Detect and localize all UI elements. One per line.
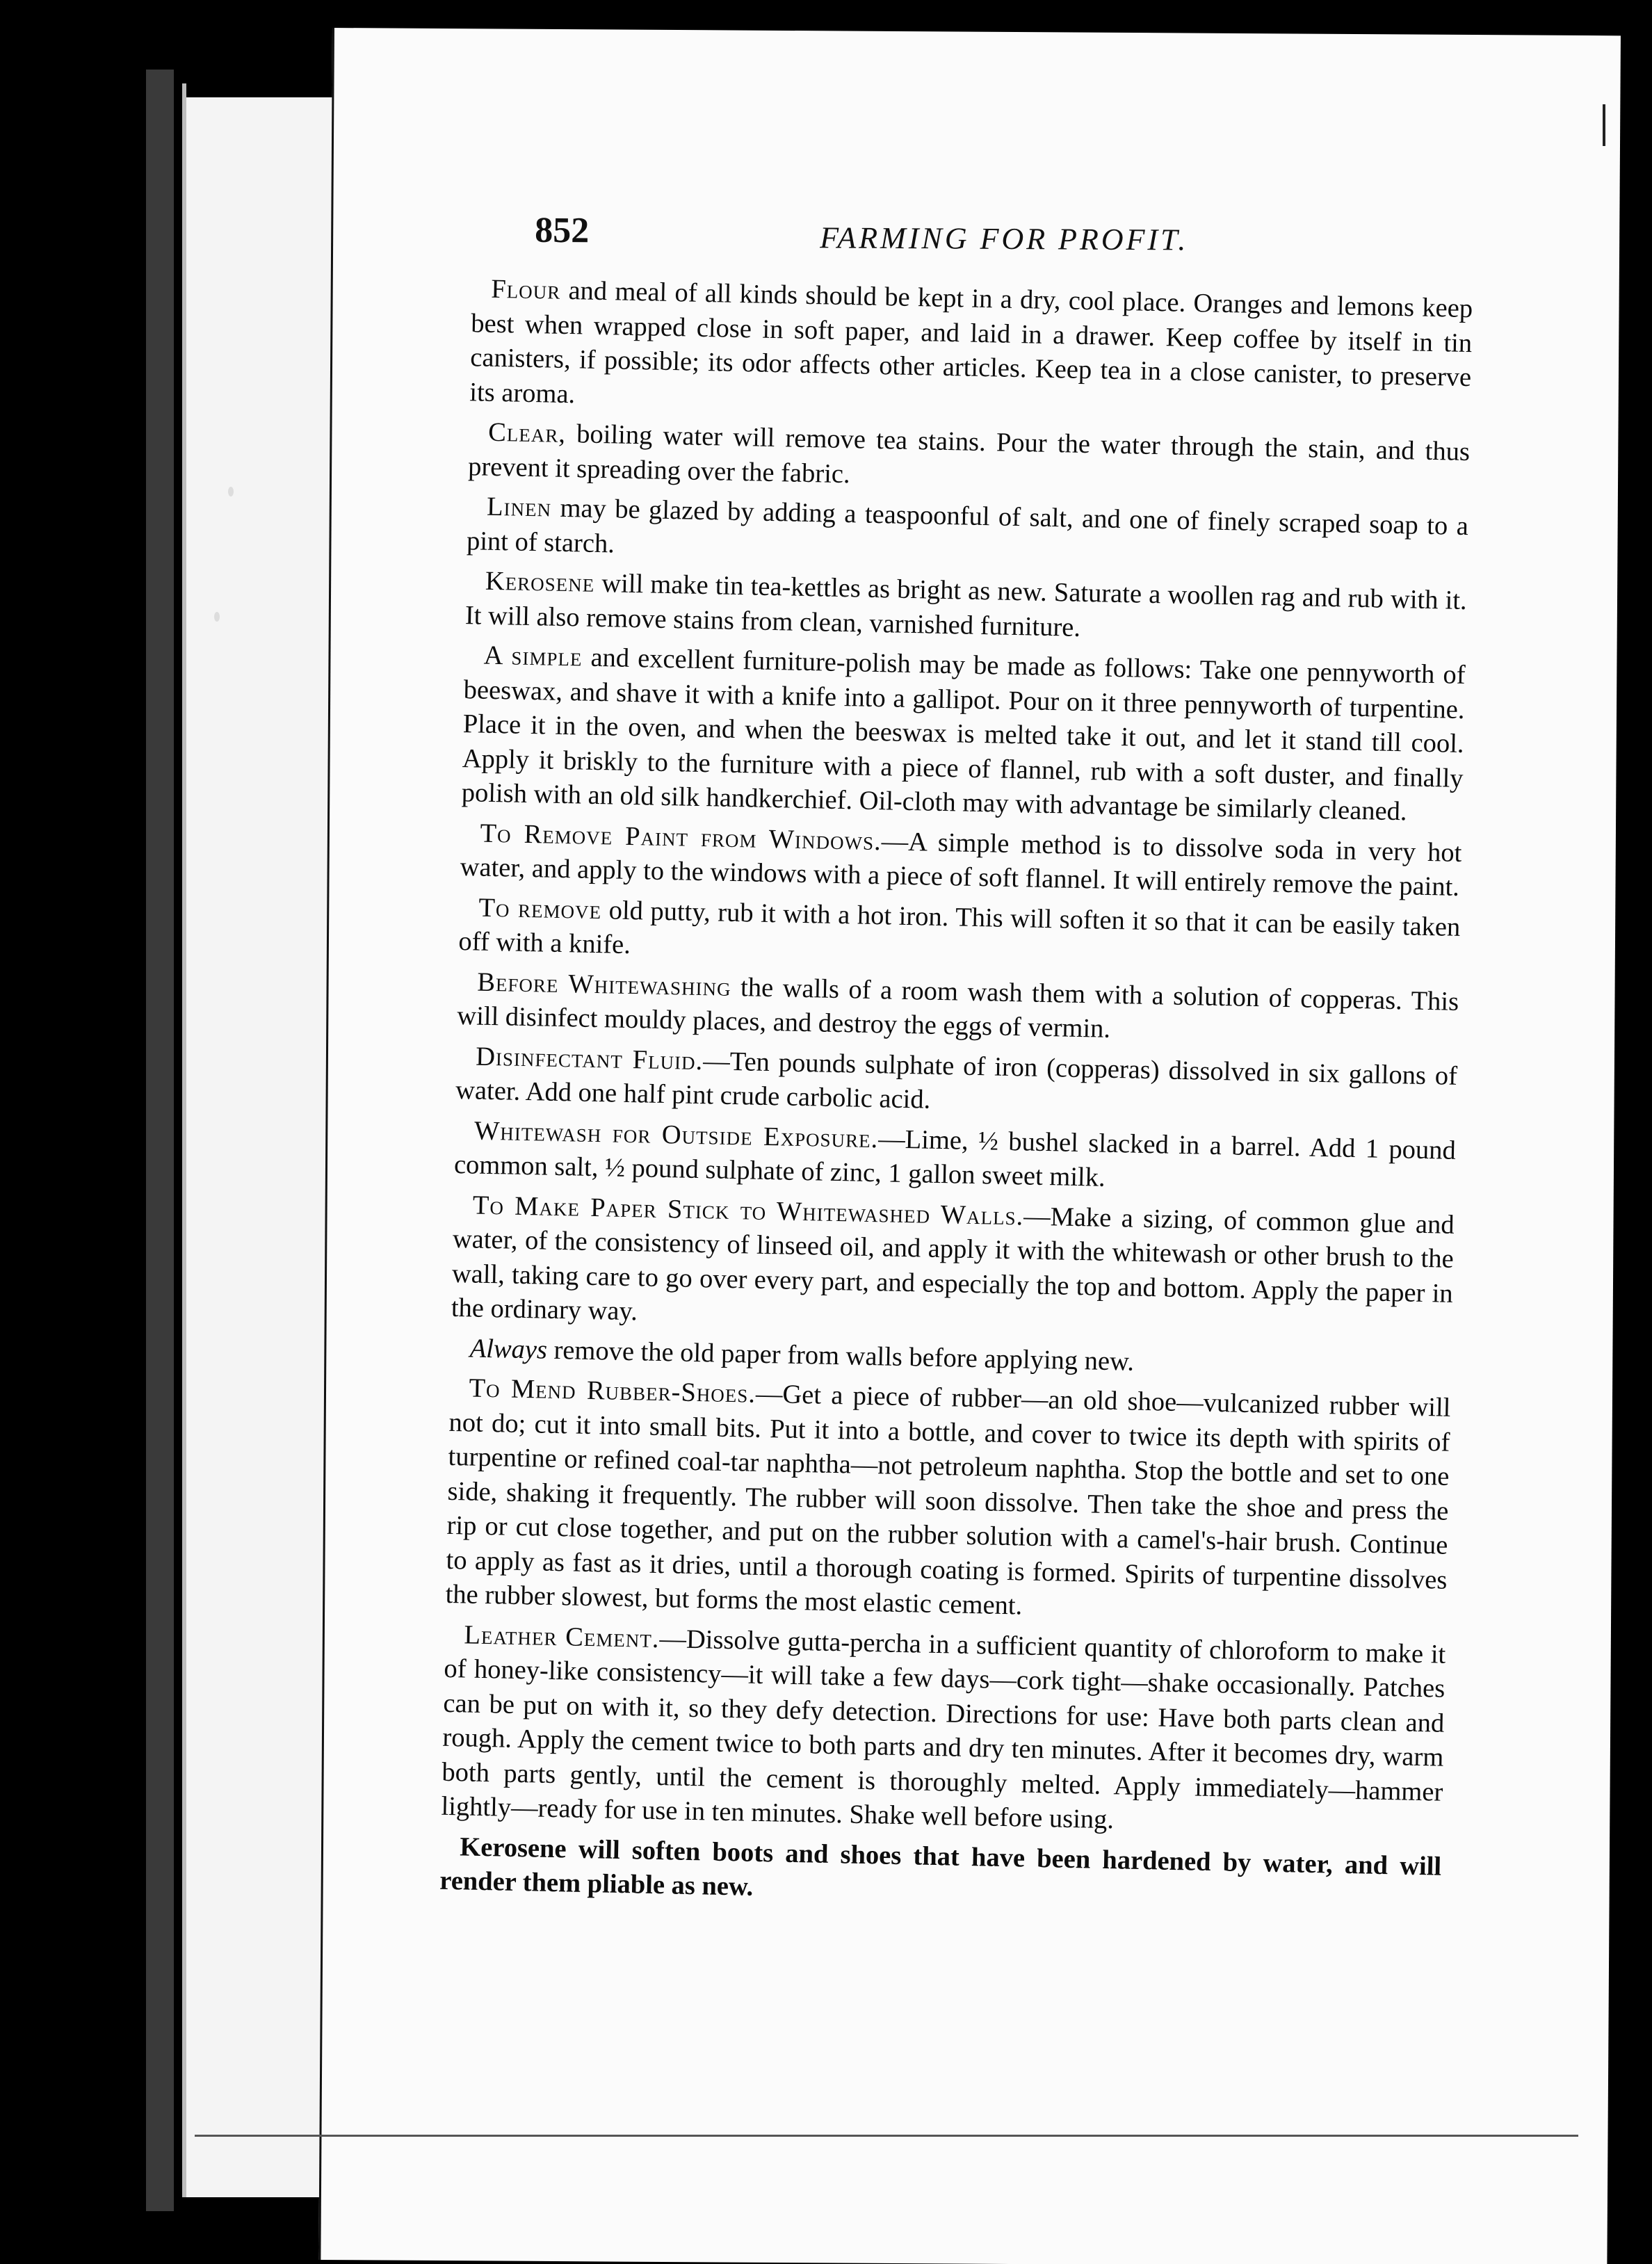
paragraph bbox=[461, 638, 1466, 830]
paragraph-text: —Ten pounds sulphate of iron (copperas) dissolved in six gallons of water. Add one half pint crude carbolic acid. bbox=[455, 1046, 1458, 1115]
paragraph-text: and meal of all kinds should be kept in a dry, cool place. Oranges and lemons keep best when wrapped close in soft paper, and laid in a drawer. Keep coffee by itself in tin canisters, if possible; its odor affects other articles. Keep tea in a close canister, to preserve its aroma. bbox=[469, 275, 1473, 409]
book-spine-edge bbox=[146, 70, 174, 2211]
page-body bbox=[439, 272, 1473, 1924]
paper-speck bbox=[228, 487, 234, 496]
paragraph-text: remove the old paper from walls before applying new. bbox=[546, 1335, 1135, 1377]
paragraph-text: boiling water will remove tea stains. Pour the water through the stain, and thus prevent it spreading over the fabric. bbox=[467, 419, 1471, 489]
book-page bbox=[318, 28, 1621, 2264]
paragraph-final bbox=[439, 1829, 1442, 1918]
paragraph-lead: Kerosene bbox=[485, 566, 595, 598]
paragraph-lead: Before Whitewashing bbox=[476, 967, 732, 1002]
paragraph-lead: Disinfectant Fluid. bbox=[475, 1042, 704, 1076]
paragraph-text: —Make a sizing, of common glue and water, of the consistency of linseed oil, and apply it with the whitewash or other brush to the wall, taking care to go over every part, and especially the top and bottom. Apply the paper in the ordinary way. bbox=[451, 1201, 1455, 1327]
paragraph-lead: To Remove Paint from Windows. bbox=[480, 818, 882, 856]
paragraph bbox=[467, 490, 1469, 579]
paragraph bbox=[454, 1113, 1457, 1202]
paragraph bbox=[445, 1371, 1451, 1632]
paragraph bbox=[468, 415, 1471, 504]
paragraph bbox=[451, 1188, 1455, 1345]
paragraph bbox=[458, 891, 1461, 980]
paragraph-text: —Lime, ½ bushel slacked in a barrel. Add 1 pound common salt, ½ pound sulphate of zinc, 1 gallon sweet milk. bbox=[453, 1124, 1457, 1192]
paragraph-lead: Leather Cement. bbox=[464, 1619, 660, 1653]
paragraph-lead: To Make Paper Stick to Whitewashed Walls. bbox=[472, 1190, 1024, 1231]
paper-speck bbox=[214, 612, 220, 622]
paragraph-lead: Clear, bbox=[487, 417, 567, 448]
paragraph-text: the walls of a room wash them with a solution of copperas. This will disinfect mouldy places, and destroy the eggs of vermin. bbox=[456, 972, 1459, 1044]
paragraph-lead: Linen bbox=[486, 492, 552, 523]
page-bottom-edge bbox=[195, 2135, 1578, 2137]
paragraph-lead: Flour bbox=[490, 274, 561, 305]
margin-mark bbox=[1603, 104, 1605, 146]
paragraph-text: and excellent furniture-polish may be made as follows: Take one pennyworth of beeswax, and shave it with a knife into a gallipot. Pour on it three pennyworth of turpentine. Place it in the oven, and when the beeswax is melted take it out, and let it stand till cool. Apply it briskly to the furniture with a piece of flannel, rub with a soft duster, and finally polish with an old silk handkerchief. Oil-cloth may with advantage be similarly cleaned. bbox=[461, 642, 1466, 827]
paragraph-text: may be glazed by adding a teaspoonful of salt, and one of finely scraped soap to a pint of starch. bbox=[466, 493, 1469, 558]
paragraph-lead-italic: Always bbox=[469, 1333, 548, 1365]
paragraph bbox=[469, 272, 1473, 430]
paragraph-lead: To Mend Rubber-Shoes. bbox=[469, 1373, 756, 1409]
paragraph bbox=[464, 564, 1467, 653]
paragraph bbox=[441, 1617, 1446, 1844]
paragraph-text: Kerosene will soften boots and shoes that have been hardened by water, and will render them pliable as new. bbox=[439, 1832, 1442, 1902]
paragraph bbox=[455, 1040, 1458, 1129]
paragraph bbox=[460, 816, 1462, 905]
running-head: FARMING FOR PROFIT. bbox=[820, 220, 1189, 257]
paragraph-lead: To remove bbox=[478, 893, 602, 925]
paragraph-text: will make tin tea-kettles as bright as new. Saturate a woollen rag and rub with it. It will also remove stains from clean, varnished furniture. bbox=[464, 568, 1468, 642]
paragraph-text: old putty, rub it with a hot iron. This will soften it so that it can be easily taken off with a knife. bbox=[458, 895, 1461, 960]
back-page-edge bbox=[186, 97, 334, 2197]
paragraph-text: —Get a piece of rubber—an old shoe—vulcanized rubber will not do; cut it into small bits. Put it into a bottle, and cover to twice its depth with spirits of turpentine or refined coal-tar naphtha—not petroleum naphtha. Stop the bottle and set to one side, shaking it frequently. The rubber will soon dissolve. Then take the shoe and press the rip or cut close together, and put on the rubber solution with a camel's-hair brush. Continue to apply as fast as it dries, until a thorough coating is formed. Spirits of turpentine dissolves the rubber slowest, but forms the most elastic cement. bbox=[445, 1379, 1451, 1621]
paragraph bbox=[457, 965, 1459, 1054]
paragraph-text: —Dissolve gutta-percha in a sufficient quantity of chloroform to make it of honey-like consistency—it will take a few days—cork tight—shake occasionally. Patches can be put on with it, so they defy detection. Directions for use: Have both parts clean and rough. Apply the cement twice to both parts and dry ten minutes. After it becomes dry, warm both parts gently, until the cement is thoroughly melted. Apply immediately—hammer lightly—ready for use in ten minutes. Shake well before using. bbox=[441, 1624, 1446, 1835]
page-number: 852 bbox=[535, 210, 590, 251]
paragraph-lead: Whitewash for Outside Exposure. bbox=[473, 1116, 879, 1154]
paragraph-lead: A simple bbox=[483, 640, 583, 672]
paragraph-text: —A simple method is to dissolve soda in very hot water, and apply to the windows with a piece of soft flannel. It will entirely remove the paint. bbox=[460, 826, 1462, 902]
